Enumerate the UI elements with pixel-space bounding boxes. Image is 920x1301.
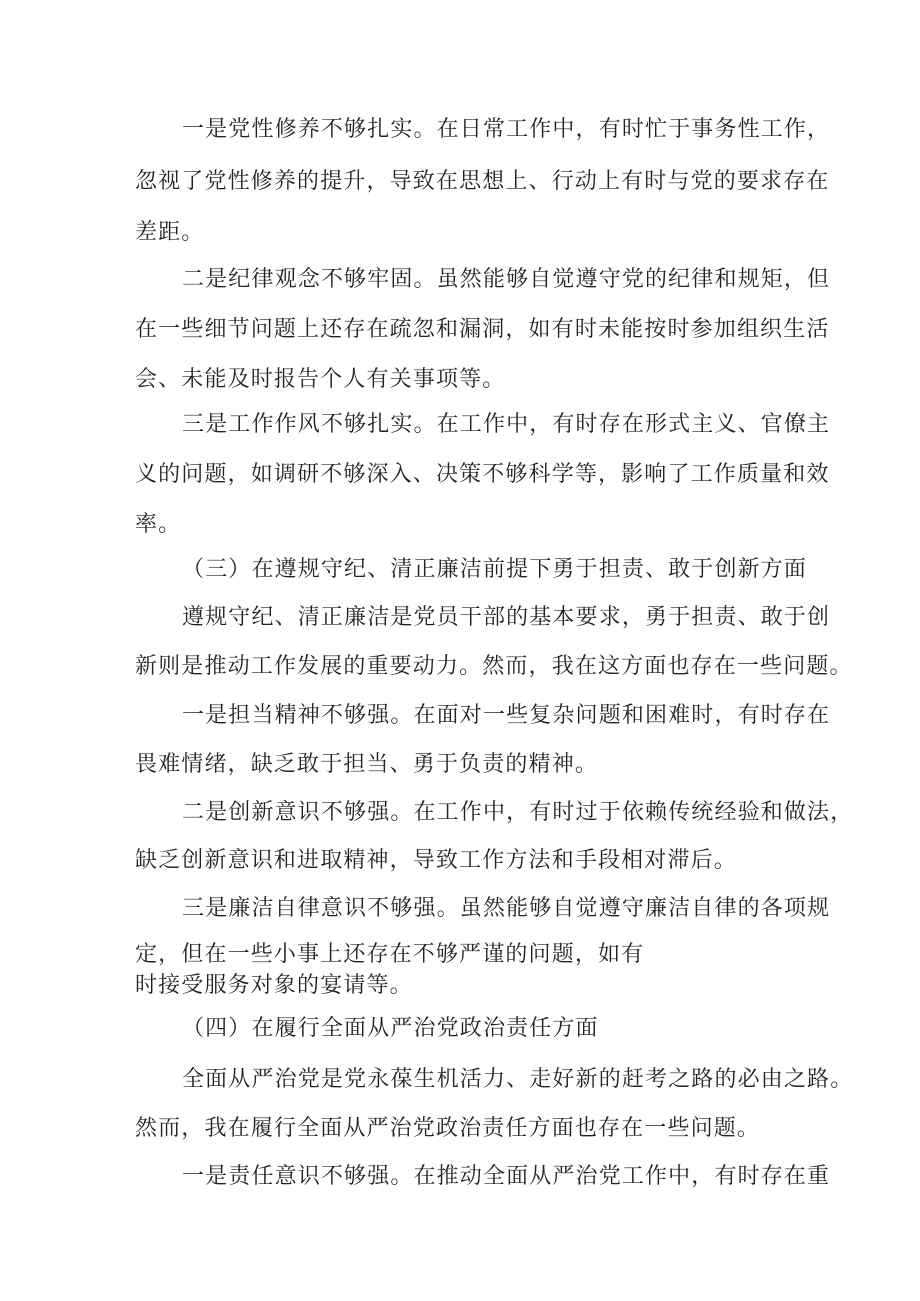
text-line: 三是廉洁自律意识不够强。虽然能够自觉遵守廉洁自律的各项规 <box>182 896 831 921</box>
text-line: 一是责任意识不够强。在推动全面从严治党工作中，有时存在重 <box>182 1164 831 1189</box>
section-heading: （四）在履行全面从严治党政治责任方面 <box>182 1016 599 1041</box>
text-line: 新则是推动工作发展的重要动力。然而，我在这方面也存在一些问题。 <box>135 654 853 679</box>
text-line: 全面从严治党是党永葆生机活力、走好新的赶考之路的必由之路。 <box>182 1067 854 1092</box>
text-line: 二是创新意识不够强。在工作中，有时过于依赖传统经验和做法， <box>182 800 854 825</box>
text-line: 一是党性修养不够扎实。在日常工作中，有时忙于事务性工作， <box>182 117 831 142</box>
section-heading: （三）在遵规守纪、清正廉洁前提下勇于担责、敢于创新方面 <box>182 557 808 582</box>
text-line: 遵规守纪、清正廉洁是党员干部的基本要求，勇于担责、敢于创 <box>182 605 831 630</box>
text-line: 差距。 <box>135 220 205 245</box>
text-line: 定，但在一些小事上还存在不够严谨的问题，如有 <box>135 942 645 967</box>
text-line: 会、未能及时报告个人有关事项等。 <box>135 367 506 392</box>
text-line: 时接受服务对象的宴请等。 <box>135 973 413 998</box>
text-line: 畏难情绪，缺乏敢于担当、勇于负责的精神。 <box>135 752 599 777</box>
text-line: 一是担当精神不够强。在面对一些复杂问题和困难时，有时存在 <box>182 703 831 728</box>
text-line: 然而，我在履行全面从严治党政治责任方面也存在一些问题。 <box>135 1116 761 1141</box>
text-line: 缺乏创新意识和进取精神，导致工作方法和手段相对滞后。 <box>135 848 737 873</box>
text-line: 三是工作作风不够扎实。在工作中，有时存在形式主义、官僚主 <box>182 412 831 437</box>
text-line: 忽视了党性修养的提升，导致在思想上、行动上有时与党的要求存在 <box>135 169 830 194</box>
text-line: 在一些细节问题上还存在疏忽和漏洞，如有时未能按时参加组织生活 <box>135 317 830 342</box>
text-line: 义的问题，如调研不够深入、决策不够科学等，影响了工作质量和效 <box>135 462 830 487</box>
text-line: 二是纪律观念不够牢固。虽然能够自觉遵守党的纪律和规矩，但 <box>182 267 831 292</box>
text-line: 率。 <box>135 512 182 537</box>
